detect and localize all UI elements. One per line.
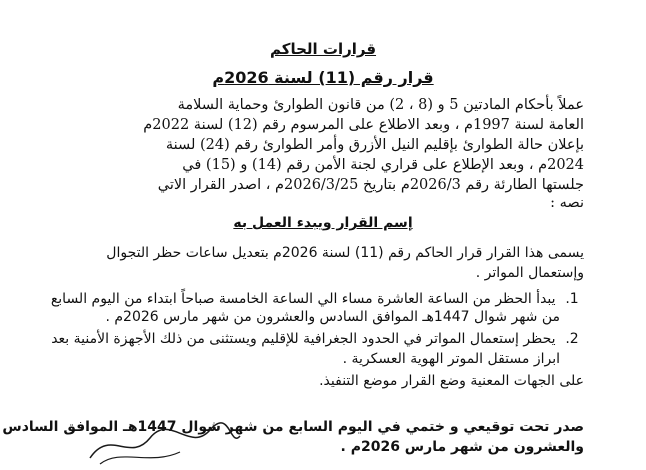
document-heading: قرارات الحاكم bbox=[269, 40, 377, 58]
preamble-line: بإعلان حالة الطوارئ بإقليم النيل الأزرق وأمر الطوارئ رقم (24) لسنة bbox=[165, 137, 584, 153]
list-item-continuation: من شهر شوال 1447هـ الموافق السادس والعشرون من شهر مارس 2026م . bbox=[105, 309, 560, 325]
list-item-continuation: ابراز مستقل الموتر الهوية العسكرية . bbox=[342, 351, 560, 367]
signature-stamp-icon bbox=[80, 418, 250, 468]
item-number: 2. bbox=[565, 331, 579, 347]
name-clause-line: يسمى هذا القرار قرار الحاكم رقم (11) لسنة 2026م بتعديل ساعات حظر التجوال bbox=[106, 245, 584, 261]
item-text: يحظر إستعمال المواتر في الحدود الجغرافية للإقليم ويستثنى من ذلك الأجهزة الأمنية بعد bbox=[51, 331, 556, 347]
decree-title: قرار رقم (11) لسنة 2026م bbox=[212, 68, 434, 87]
section-title: إسم القرار ويبدء العمل به bbox=[233, 215, 413, 231]
preamble-line: عملاً بأحكام المادتين 5 و (8 ، 2) من قانون الطوارئ وحماية السلامة bbox=[177, 97, 584, 113]
item-text: يبدأ الحظر من الساعة العاشرة مساء الي الساعة الخامسة صباحاً ابتداء من اليوم السابع bbox=[50, 291, 556, 307]
name-clause-line: وإستعمال المواتر . bbox=[475, 265, 584, 281]
closing-line: صدر تحت توقيعي و ختمي في اليوم السابع من شهر شوال 1447هـ الموافق السادس bbox=[2, 419, 584, 435]
list-item bbox=[50, 290, 584, 308]
preamble-line: 2024م ، وبعد الإطلاع على قراري لجنة الأمن رقم (14) و (15) في bbox=[182, 157, 584, 173]
list-item bbox=[51, 330, 584, 348]
item-number: 1. bbox=[565, 291, 579, 307]
preamble-line: جلستها الطارئة رقم 2026/3م بتاريخ 2026/3/25م ، اصدر القرار الاتي bbox=[157, 177, 584, 193]
closing-line: والعشرون من شهر مارس 2026م . bbox=[340, 439, 584, 455]
execution-clause: على الجهات المعنية وضع القرار موضع التنفيذ. bbox=[319, 373, 584, 389]
preamble-line: العامة لسنة 1997م ، وبعد الاطلاع على المرسوم رقم (12) لسنة 2022م bbox=[143, 117, 584, 133]
preamble-line: نصه : bbox=[550, 195, 584, 211]
